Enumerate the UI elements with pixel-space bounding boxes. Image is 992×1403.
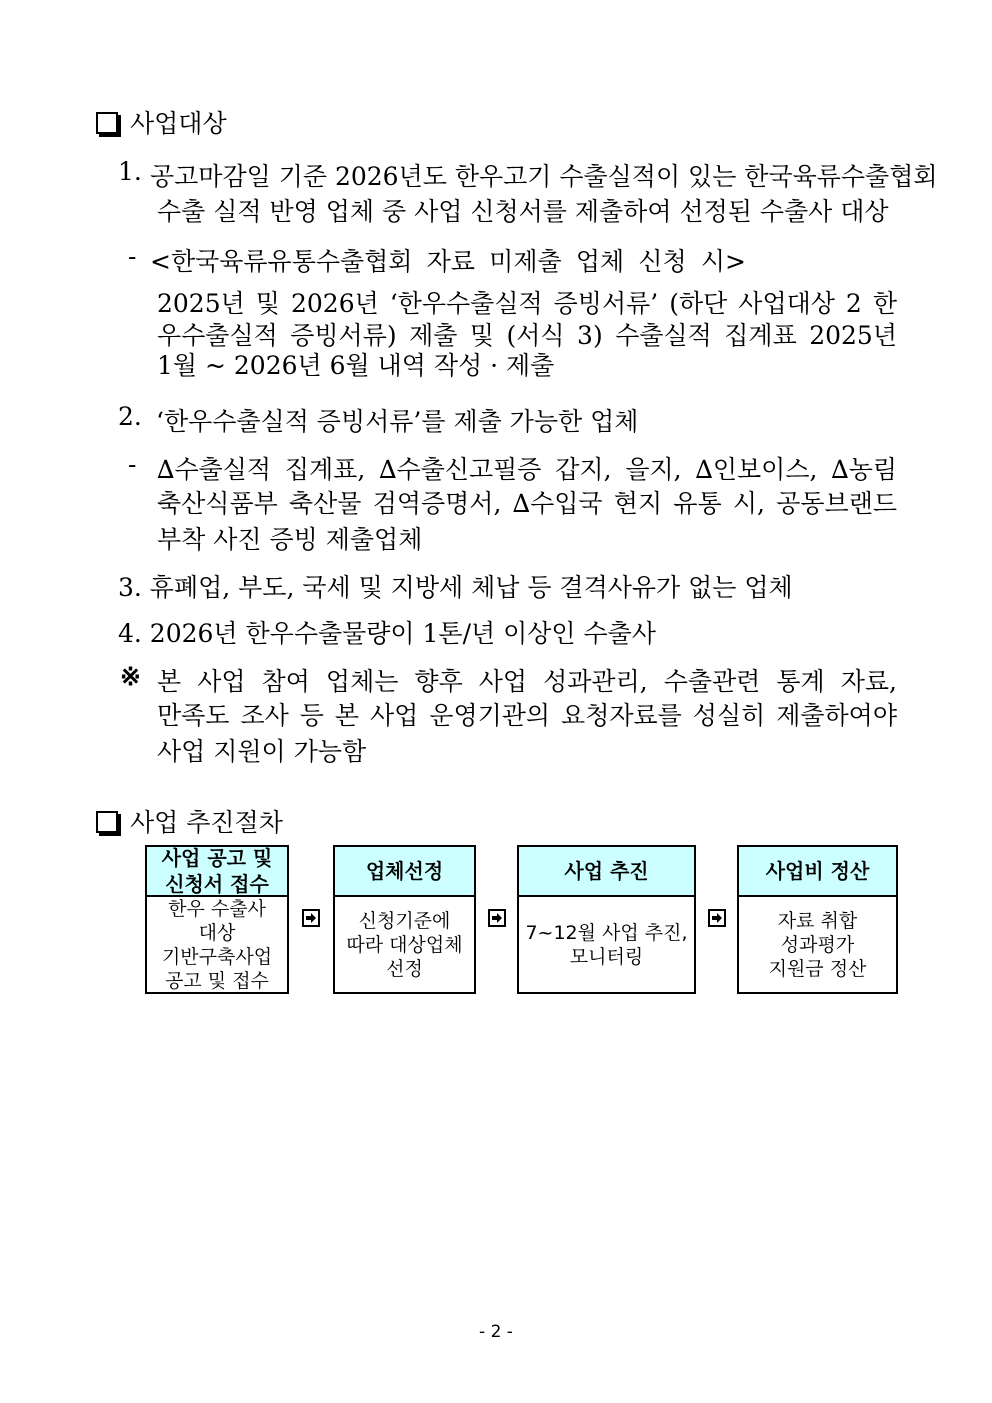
sub-2-line-3: 부착 사진 증빙 제출업체 bbox=[157, 525, 423, 554]
sub-2-line-2: 축산식품부 축산물 검역증명서, ∆수입국 현지 유통 시, 공동브랜드 bbox=[157, 489, 897, 518]
sub-1-line-3: 우수출실적 증빙서류) 제출 및 (서식 3) 수출실적 집계표 2025년 bbox=[157, 321, 897, 350]
flow-step-3-body-line-2: 모니터링 bbox=[569, 945, 644, 968]
flow-step-1-body-line-3: 기반구축사업 bbox=[161, 945, 273, 968]
flow-step-1-body-line-1: 한우 수출사 bbox=[168, 897, 266, 920]
sub-1-line-4: 1월 ~ 2026년 6월 내역 작성 · 제출 bbox=[157, 351, 555, 380]
flow-step-3-body bbox=[519, 897, 694, 992]
flow-step-2-body-line-2: 따라 대상업체 bbox=[346, 933, 463, 956]
flow-step-4-body-line-1: 자료 취합 bbox=[777, 909, 858, 932]
section-heading-procedure: 사업 추진절차 bbox=[130, 808, 283, 837]
sub-1-dash: - bbox=[128, 242, 137, 271]
item-1-line-1: 공고마감일 기준 2026년도 한우고기 수출실적이 있는 한국육류수출협회 bbox=[150, 162, 938, 191]
note-line-3: 사업 지원이 가능함 bbox=[157, 737, 367, 766]
page-number: - 2 - bbox=[479, 1322, 513, 1342]
flow-step-2-body-line-1: 신청기준에 bbox=[358, 909, 451, 932]
flow-step-3-body-line-1: 7~12월 사업 추진, bbox=[525, 921, 688, 944]
flow-step-3 bbox=[517, 845, 696, 994]
item-2-number: 2. bbox=[118, 402, 142, 431]
flow-step-4-body bbox=[739, 897, 896, 992]
note-line-1: 본 사업 참여 업체는 향후 사업 성과관리, 수출관련 통계 자료, bbox=[157, 667, 897, 696]
right-arrow-icon bbox=[708, 909, 726, 927]
flow-step-1 bbox=[145, 845, 289, 994]
flow-step-1-title-line-1: 사업 공고 및 bbox=[161, 846, 273, 870]
section-heading-business-target: 사업대상 bbox=[130, 109, 227, 138]
flow-step-2-title: 업체선정 bbox=[335, 847, 474, 897]
flow-step-1-body-line-4: 공고 및 접수 bbox=[165, 969, 269, 992]
flow-step-1-title-line-2: 신청서 접수 bbox=[165, 872, 269, 896]
flow-step-4-title: 사업비 정산 bbox=[739, 847, 896, 897]
flow-step-3-title: 사업 추진 bbox=[519, 847, 694, 897]
flow-step-2-body bbox=[335, 897, 474, 992]
flow-step-4-body-line-3: 지원금 정산 bbox=[768, 957, 867, 980]
right-arrow-icon bbox=[302, 909, 320, 927]
item-4: 4. 2026년 한우수출물량이 1톤/년 이상인 수출사 bbox=[118, 619, 656, 648]
sub-1-line-2: 2025년 및 2026년 ‘한우수출실적 증빙서류’ (하단 사업대상 2 한 bbox=[157, 289, 897, 318]
right-arrow-icon bbox=[488, 909, 506, 927]
sub-1-line-1: <한국육류유통수출협회 자료 미제출 업체 신청 시> bbox=[150, 247, 746, 276]
flow-step-4-body-line-2: 성과평가 bbox=[780, 933, 855, 956]
flow-step-1-body-line-2: 대상 bbox=[198, 921, 236, 944]
item-3: 3. 휴폐업, 부도, 국세 및 지방세 체납 등 결격사유가 없는 업체 bbox=[118, 573, 793, 602]
note-mark: ※ bbox=[120, 662, 141, 691]
item-1-number: 1. bbox=[118, 157, 142, 186]
flow-step-4 bbox=[737, 845, 898, 994]
item-1-line-2: 수출 실적 반영 업체 중 사업 신청서를 제출하여 선정된 수출사 대상 bbox=[157, 197, 889, 226]
flow-step-2 bbox=[333, 845, 476, 994]
sub-2-dash: - bbox=[128, 450, 137, 479]
note-line-2: 만족도 조사 등 본 사업 운영기관의 요청자료를 성실히 제출하여야 bbox=[157, 701, 897, 730]
flow-step-1-title bbox=[147, 847, 287, 897]
empty-square-icon bbox=[96, 112, 118, 134]
sub-2-line-1: ∆수출실적 집계표, ∆수출신고필증 갑지, 을지, ∆인보이스, ∆농림 bbox=[157, 455, 897, 484]
flow-step-2-body-line-3: 선정 bbox=[386, 957, 423, 980]
empty-square-icon bbox=[96, 811, 118, 833]
flow-step-1-body bbox=[147, 897, 287, 992]
item-2-line-1: ‘한우수출실적 증빙서류’를 제출 가능한 업체 bbox=[156, 407, 639, 436]
